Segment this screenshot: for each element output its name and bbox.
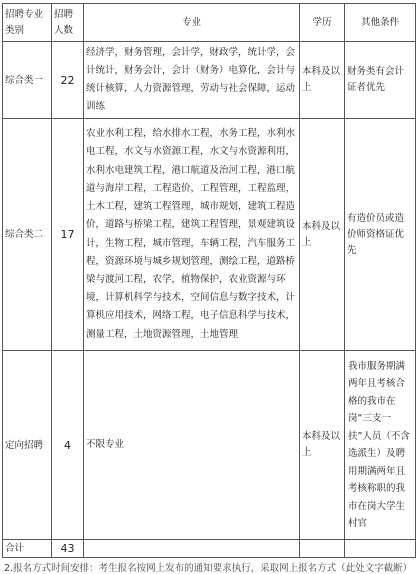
header-education: 学历: [300, 4, 345, 42]
header-count: 招聘人数: [52, 4, 84, 42]
header-major: 专业: [84, 4, 300, 42]
row-major: 不限专业: [84, 351, 300, 540]
row-other: 有造价员或造价师资格证优先: [345, 119, 416, 351]
row-other: 财务类有会计证者优先: [345, 42, 416, 119]
row-category: 综合类二: [3, 119, 52, 351]
row-count: 22: [52, 42, 84, 119]
row-major: 农业水利工程，给水排水工程，水务工程，水利水电工程，水文与水资源工程，水文与水资源利用，水利水电建筑工程，港口航道及治河工程，港口航道与海岸工程，工程造价，工程管理，工程监理，土木工程，建筑工程管理，城市规划，建筑工程造价，道路与桥梁工程，建筑工程管理，景观建筑设计，生物工程，城市管理，车辆工程，汽车服务工程，资源环境与城乡规划管理，测绘工程，道路桥梁与渡河工程，农学，植物保护，农业资源与环境，计算机科学与技术，空间信息与数字技术，计算机应用技术，网络工程，电子信息科学与技术，测量工程，土地资源管理，土地管理: [84, 119, 300, 351]
row-education: 本科及以上: [300, 351, 345, 540]
row-count: 4: [52, 351, 84, 540]
table-row: [3, 42, 416, 119]
recruitment-table: [2, 3, 416, 558]
row-education: 本科及以上: [300, 42, 345, 119]
total-other-empty: [345, 540, 416, 558]
row-category: 综合类一: [3, 42, 52, 119]
row-other: 我市服务期满两年且考核合格的我市在岗“三支一扶”人员（不含选派生）及聘用期满两年且考核称职的我市在岗大学生村官: [345, 351, 416, 540]
footnote-clipped: [4, 560, 418, 574]
header-other: 其他条件: [345, 4, 416, 42]
table-total-row: [3, 540, 416, 558]
table-header-row: [3, 4, 416, 42]
total-education-empty: [300, 540, 345, 558]
row-education: 本科及以上: [300, 119, 345, 351]
table-row: [3, 119, 416, 351]
row-major: 经济学，财务管理，会计学，财政学，统计学，会计统计，财务会计，会计（财务）电算化，会计与统计核算，人力资源管理，劳动与社会保障，运动训练: [84, 42, 300, 119]
recruitment-table-container: [2, 3, 415, 558]
footnote-text: 2.报名方式时间安排：考生报名按网上发布的通知要求执行，采取网上报名方式（此处文字截断）: [4, 563, 413, 574]
row-category: 定向招聘: [3, 351, 52, 540]
total-major-empty: [84, 540, 300, 558]
total-count: 43: [52, 540, 84, 558]
row-count: 17: [52, 119, 84, 351]
total-label: 合计: [3, 540, 52, 558]
table-row: [3, 351, 416, 540]
header-category: 招聘专业类别: [3, 4, 52, 42]
